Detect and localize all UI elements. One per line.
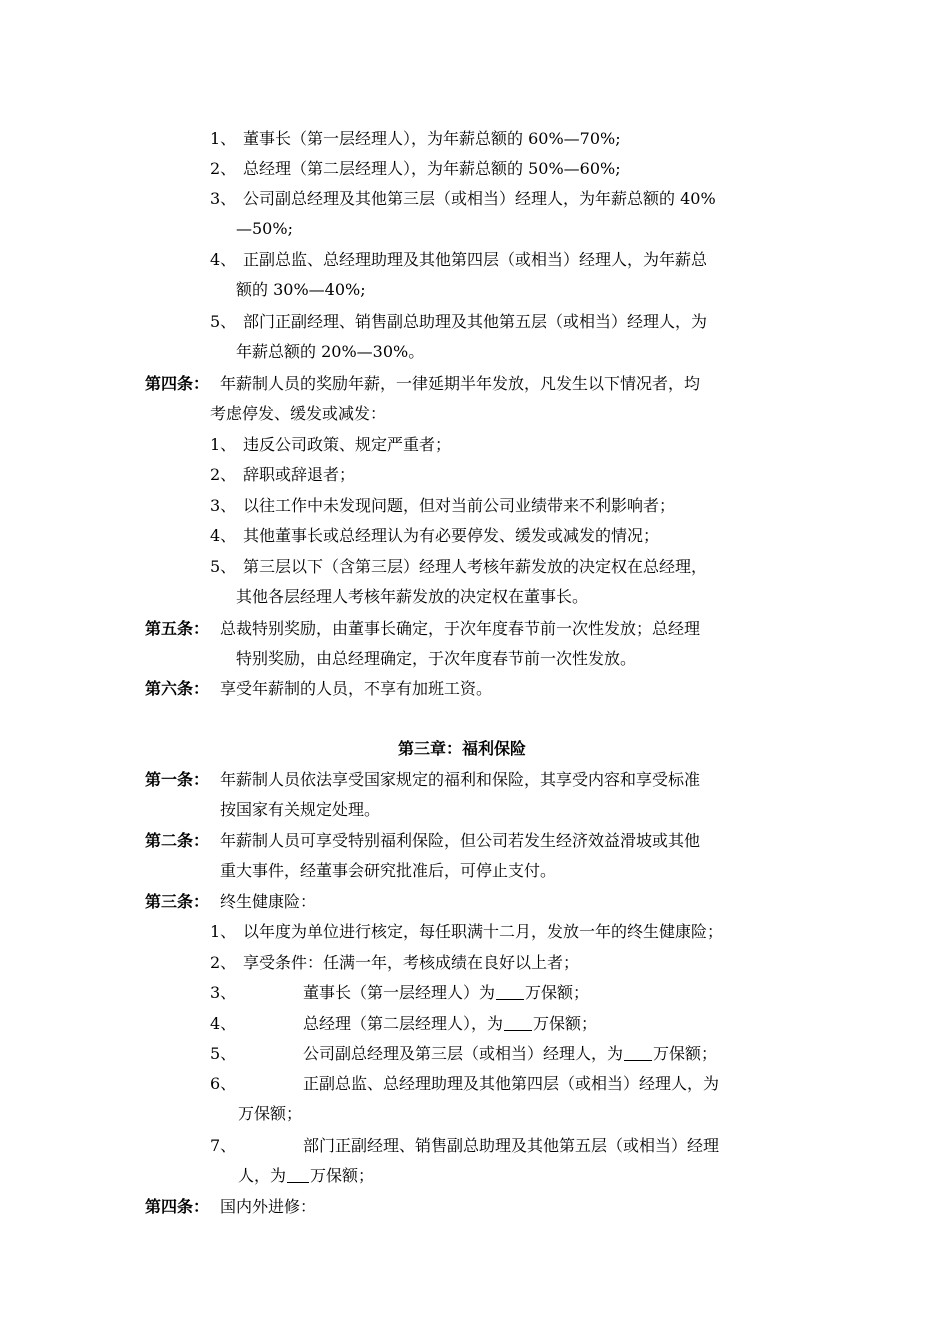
fill-in-blank xyxy=(287,1166,309,1183)
list-number: 7、 xyxy=(210,1136,237,1155)
article-label: 第三条： xyxy=(145,892,210,911)
chapter-title: 第三章：福利保险 xyxy=(398,739,527,758)
list-number: 3、 xyxy=(210,983,237,1002)
article-text-continuation: 特别奖励，由总经理确定，于次年度春节前一次性发放。 xyxy=(236,649,637,668)
article-text: 年薪制人员可享受特别福利保险，但公司若发生经济效益滑坡或其他 xyxy=(220,831,701,850)
article-text: 年薪制人员依法享受国家规定的福利和保险，其享受内容和享受标准 xyxy=(220,770,701,789)
list-item-continuation xyxy=(238,1164,374,1188)
list-item-continuation: 年薪总额的 20%—30%。 xyxy=(236,342,425,361)
article-text-continuation: 重大事件，经董事会研究批准后，可停止支付。 xyxy=(220,861,557,880)
list-number: 2、 xyxy=(210,159,237,178)
list-item: 正副总监、总经理助理及其他第四层（或相当）经理人，为年薪总 xyxy=(243,250,708,269)
list-number: 5、 xyxy=(210,557,237,576)
list-item: 违反公司政策、规定严重者； xyxy=(243,435,452,454)
article-text: 终生健康险： xyxy=(220,892,317,911)
list-item-text: 万保额； xyxy=(653,1044,718,1063)
article-text: 享受年薪制的人员，不享有加班工资。 xyxy=(220,679,493,698)
list-item: 正副总监、总经理助理及其他第四层（或相当）经理人，为 xyxy=(303,1074,720,1093)
article-text-continuation: 按国家有关规定处理。 xyxy=(220,800,381,819)
list-item: 董事长（第一层经理人），为年薪总额的 60%—70%; xyxy=(243,129,621,148)
fill-in-blank xyxy=(504,1014,532,1031)
list-number: 6、 xyxy=(210,1074,237,1093)
list-item: 以年度为单位进行核定，每任职满十二月，发放一年的终生健康险； xyxy=(243,922,724,941)
list-item: 第三层以下（含第三层）经理人考核年薪发放的决定权在总经理， xyxy=(243,557,708,576)
list-item-continuation: 其他各层经理人考核年薪发放的决定权在董事长。 xyxy=(236,587,589,606)
article-text: 总裁特别奖励，由董事长确定，于次年度春节前一次性发放；总经理 xyxy=(220,619,701,638)
article-text: 国内外进修： xyxy=(220,1197,317,1216)
article-label: 第五条： xyxy=(145,619,210,638)
article-label: 第二条： xyxy=(145,831,210,850)
fill-in-blank xyxy=(496,983,524,1000)
list-item xyxy=(303,1012,597,1036)
list-item xyxy=(303,981,589,1005)
list-number: 4、 xyxy=(210,526,237,545)
list-number: 1、 xyxy=(210,129,237,148)
article-text-continuation: 考虑停发、缓发或减发： xyxy=(210,404,387,423)
list-item-text: 人，为 xyxy=(238,1166,287,1185)
list-item xyxy=(303,1042,717,1066)
list-item: 其他董事长或总经理认为有必要停发、缓发或减发的情况； xyxy=(243,526,660,545)
list-item-continuation: 万保额； xyxy=(238,1104,303,1123)
article-label: 第四条： xyxy=(145,1197,210,1216)
list-number: 5、 xyxy=(210,1044,237,1063)
list-item-text: 董事长（第一层经理人）为 xyxy=(303,983,496,1002)
list-number: 1、 xyxy=(210,922,237,941)
fill-in-blank xyxy=(624,1044,652,1061)
list-number: 2、 xyxy=(210,465,237,484)
list-item: 部门正副经理、销售副总助理及其他第五层（或相当）经理人，为 xyxy=(243,312,708,331)
list-number: 1、 xyxy=(210,435,237,454)
list-item: 享受条件：任满一年，考核成绩在良好以上者； xyxy=(243,953,580,972)
article-label: 第一条： xyxy=(145,770,210,789)
list-item: 以往工作中未发现问题，但对当前公司业绩带来不利影响者； xyxy=(243,496,676,515)
list-item: 总经理（第二层经理人），为年薪总额的 50%—60%; xyxy=(243,159,621,178)
list-item-text: 公司副总经理及第三层（或相当）经理人，为 xyxy=(303,1044,624,1063)
list-number: 4、 xyxy=(210,250,237,269)
list-item-text: 万保额； xyxy=(533,1014,598,1033)
list-number: 2、 xyxy=(210,953,237,972)
list-item: 公司副总经理及其他第三层（或相当）经理人，为年薪总额的 40% xyxy=(243,189,716,208)
list-number: 3、 xyxy=(210,189,237,208)
list-item-continuation: 额的 30%—40%; xyxy=(236,280,366,299)
list-item-continuation: —50%; xyxy=(236,219,293,238)
list-number: 4、 xyxy=(210,1014,237,1033)
list-item-text: 万保额； xyxy=(310,1166,375,1185)
article-label: 第四条： xyxy=(145,374,210,393)
list-number: 5、 xyxy=(210,312,237,331)
article-text: 年薪制人员的奖励年薪，一律延期半年发放，凡发生以下情况者，均 xyxy=(220,374,701,393)
article-label: 第六条： xyxy=(145,679,210,698)
list-item: 辞职或辞退者； xyxy=(243,465,356,484)
list-item: 部门正副经理、销售副总助理及其他第五层（或相当）经理 xyxy=(303,1136,720,1155)
list-item-text: 总经理（第二层经理人），为 xyxy=(303,1014,504,1033)
list-number: 3、 xyxy=(210,496,237,515)
list-item-text: 万保额； xyxy=(525,983,590,1002)
